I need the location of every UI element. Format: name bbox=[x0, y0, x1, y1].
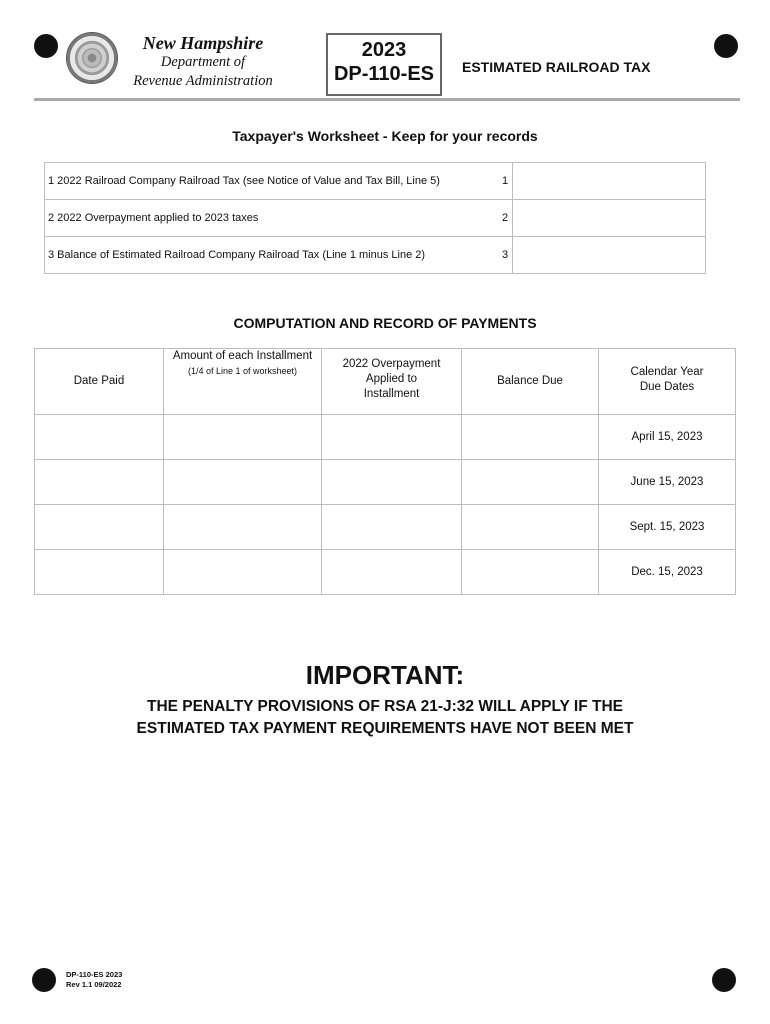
computation-title: COMPUTATION AND RECORD OF PAYMENTS bbox=[233, 315, 537, 331]
header-divider bbox=[34, 98, 740, 101]
registration-mark-bottom-left bbox=[32, 968, 56, 992]
worksheet-title: Taxpayer's Worksheet - Keep for your records bbox=[232, 128, 538, 144]
header-due-dates-line1: Calendar Year bbox=[630, 366, 704, 378]
installment-amount-input[interactable] bbox=[164, 460, 322, 505]
date-paid-input[interactable] bbox=[35, 550, 164, 595]
header-overpayment-line3: Installment bbox=[363, 388, 420, 400]
payment-row-1 bbox=[35, 415, 736, 460]
due-date: April 15, 2023 bbox=[599, 415, 736, 460]
penalty-notice-line1: THE PENALTY PROVISIONS OF RSA 21-J:32 WILL APPLY IF THE bbox=[147, 698, 623, 715]
form-id-box bbox=[326, 33, 442, 96]
header-date-paid bbox=[35, 349, 164, 415]
registration-mark-top-right bbox=[714, 34, 738, 58]
date-paid-input[interactable] bbox=[35, 505, 164, 550]
worksheet-line-number: 1 bbox=[498, 163, 513, 200]
important-heading: IMPORTANT: bbox=[305, 660, 465, 690]
installment-amount-input[interactable] bbox=[164, 550, 322, 595]
header-amount bbox=[164, 349, 322, 415]
header-due-dates bbox=[599, 349, 736, 415]
overpayment-applied-input[interactable] bbox=[322, 415, 462, 460]
footer-revision: Rev 1.1 09/2022 bbox=[66, 980, 122, 989]
worksheet-line-number: 2 bbox=[498, 200, 513, 237]
form-year: 2023 bbox=[361, 39, 407, 61]
agency-department: Department of bbox=[160, 54, 246, 70]
header-balance-due bbox=[462, 349, 599, 415]
worksheet-line-label: 2 2022 Overpayment applied to 2023 taxes bbox=[45, 200, 499, 237]
header-overpayment-line1: 2022 Overpayment bbox=[342, 358, 441, 370]
overpayment-applied-input[interactable] bbox=[322, 505, 462, 550]
payments-table bbox=[34, 348, 736, 595]
form-number: DP-110-ES bbox=[333, 63, 435, 85]
form-title: ESTIMATED RAILROAD TAX bbox=[462, 59, 651, 75]
payment-row-3 bbox=[35, 505, 736, 550]
worksheet-line-1-input[interactable] bbox=[513, 163, 706, 200]
registration-mark-bottom-right bbox=[712, 968, 736, 992]
due-date: Dec. 15, 2023 bbox=[599, 550, 736, 595]
payments-header-row bbox=[35, 349, 736, 415]
worksheet-line-label: 3 Balance of Estimated Railroad Company Railroad Tax (Line 1 minus Line 2) bbox=[45, 237, 499, 274]
worksheet-line-3-input[interactable] bbox=[513, 237, 706, 274]
payment-row-4 bbox=[35, 550, 736, 595]
due-date: Sept. 15, 2023 bbox=[599, 505, 736, 550]
worksheet-line-3 bbox=[45, 237, 706, 274]
header-amount-label: Amount of each Installment bbox=[172, 350, 313, 362]
worksheet-line-1 bbox=[45, 163, 706, 200]
footer-form-id: DP-110-ES 2023 bbox=[66, 970, 123, 979]
balance-due-input[interactable] bbox=[462, 415, 599, 460]
balance-due-input[interactable] bbox=[462, 460, 599, 505]
installment-amount-input[interactable] bbox=[164, 415, 322, 460]
installment-amount-input[interactable] bbox=[164, 505, 322, 550]
balance-due-input[interactable] bbox=[462, 550, 599, 595]
balance-due-input[interactable] bbox=[462, 505, 599, 550]
worksheet-line-2-input[interactable] bbox=[513, 200, 706, 237]
due-date: June 15, 2023 bbox=[599, 460, 736, 505]
header-amount-sublabel: (1/4 of Line 1 of worksheet) bbox=[187, 366, 298, 376]
date-paid-input[interactable] bbox=[35, 415, 164, 460]
overpayment-applied-input[interactable] bbox=[322, 550, 462, 595]
registration-mark-top-left bbox=[34, 34, 58, 58]
header-date-paid-label: Date Paid bbox=[73, 375, 125, 387]
overpayment-applied-input[interactable] bbox=[322, 460, 462, 505]
header-due-dates-line2: Due Dates bbox=[639, 381, 695, 393]
worksheet-line-label: 1 2022 Railroad Company Railroad Tax (see Notice of Value and Tax Bill, Line 5) bbox=[45, 163, 499, 200]
penalty-notice-line2: ESTIMATED TAX PAYMENT REQUIREMENTS HAVE NOT BEEN MET bbox=[136, 720, 634, 737]
header-balance-due-label: Balance Due bbox=[497, 375, 563, 387]
date-paid-input[interactable] bbox=[35, 460, 164, 505]
payment-row-2 bbox=[35, 460, 736, 505]
worksheet-table bbox=[44, 162, 706, 274]
agency-division: Revenue Administration bbox=[133, 73, 273, 89]
agency-name: New Hampshire bbox=[142, 33, 264, 53]
worksheet-line-number: 3 bbox=[498, 237, 513, 274]
header-overpayment-line2: Applied to bbox=[365, 373, 418, 385]
worksheet-line-2 bbox=[45, 200, 706, 237]
header-overpayment bbox=[322, 349, 462, 415]
